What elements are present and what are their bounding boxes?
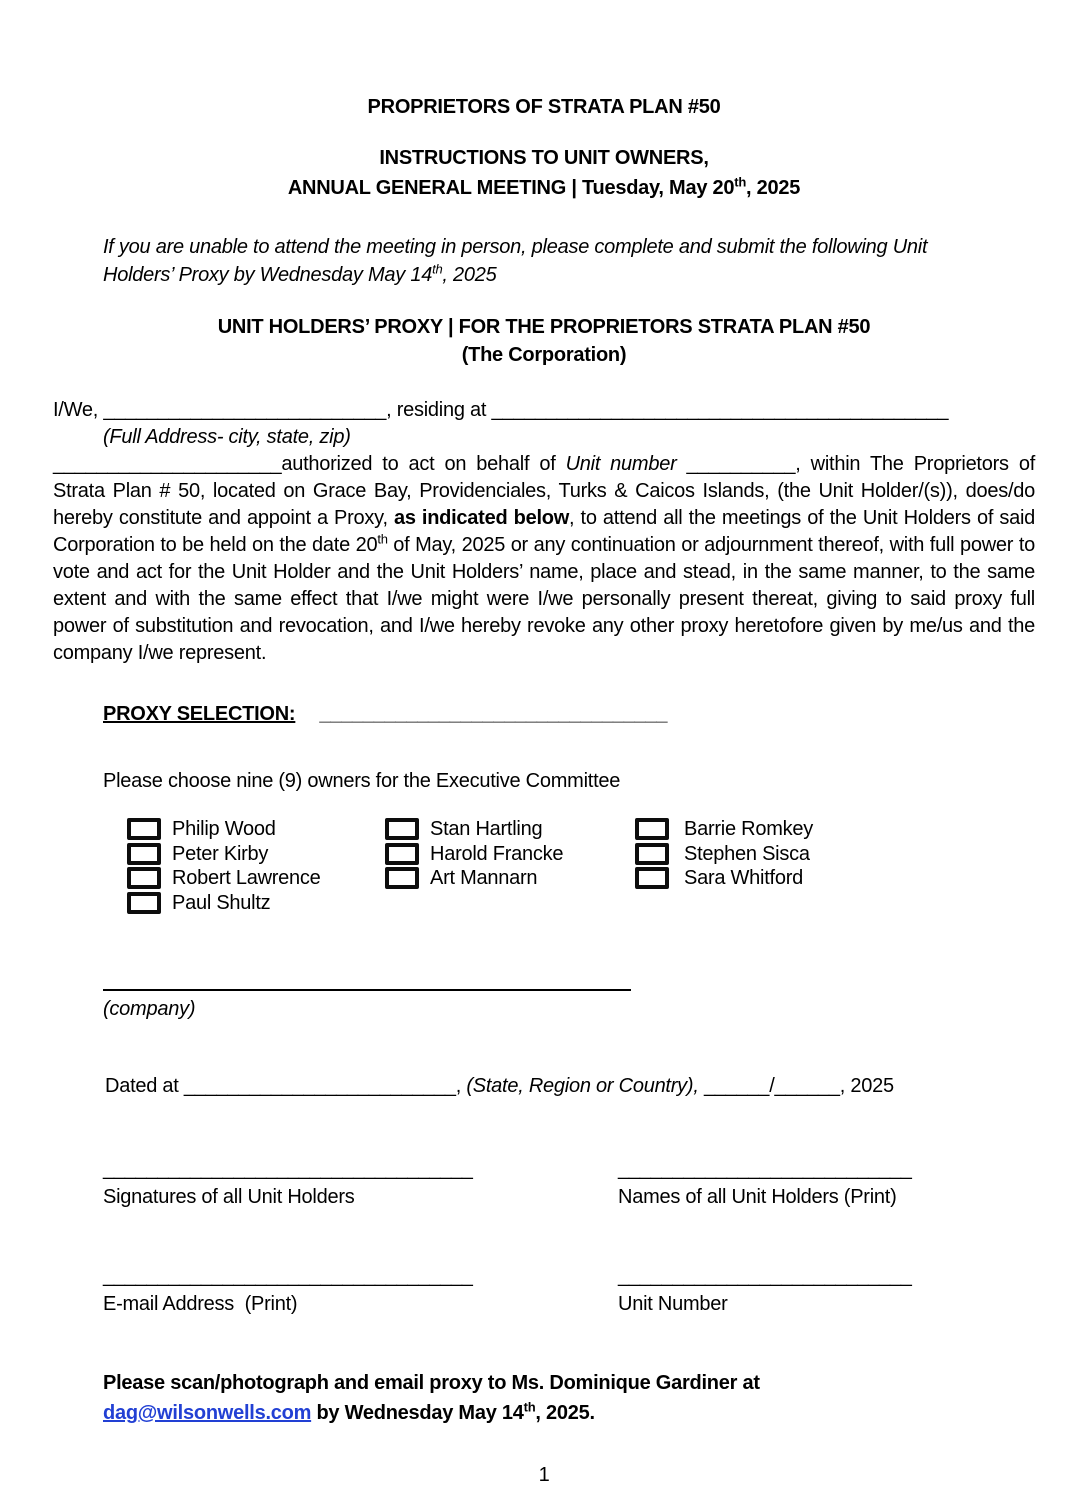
candidate-checkbox[interactable] [385, 867, 419, 889]
authorized-label: authorized to act on behalf of [281, 453, 566, 475]
submission-instruction [103, 1368, 971, 1428]
subtitle-meeting-date [53, 173, 1035, 203]
candidate-name: Stephen Sisca [684, 842, 810, 865]
candidate-checkbox[interactable] [127, 818, 161, 840]
signature-row-1 [103, 1158, 1035, 1209]
address-blank-field[interactable]: __________________________________________ [491, 399, 949, 421]
authorized-blank-field[interactable]: _____________________ [53, 453, 282, 475]
names-cell [618, 1158, 912, 1209]
date-slash: / [769, 1075, 775, 1097]
email-blank-field[interactable]: __________________________________ [103, 1265, 473, 1287]
dated-month-blank-field[interactable]: ______ [703, 1075, 770, 1097]
proxy-selection-line [103, 703, 1035, 726]
page-number: 1 [538, 1464, 550, 1486]
candidate-checkbox[interactable] [635, 818, 669, 840]
submission-ordinal: th [523, 1399, 536, 1415]
candidate-name: Harold Francke [430, 842, 564, 865]
proxy-form-body [53, 397, 1035, 667]
signature-row-2 [103, 1265, 1035, 1316]
email-link[interactable]: dag@wilsonwells.com [103, 1402, 312, 1424]
name-blank-field[interactable]: __________________________ [103, 399, 387, 421]
intro-year: , 2025 [442, 264, 497, 286]
names-label: Names of all Unit Holders (Print) [618, 1186, 897, 1208]
candidate-checkbox[interactable] [385, 818, 419, 840]
unit-number-blank-line-field[interactable]: ___________________________ [618, 1265, 912, 1287]
as-indicated-below-emphasis: as indicated below [393, 507, 570, 529]
candidate-checkbox[interactable] [385, 843, 419, 865]
intro-text: If you are unable to attend the meeting in person, please complete and submit the following Unit Holders’ Proxy by Wednesday May 14 [103, 236, 928, 286]
candidate-name: Robert Lawrence [172, 867, 321, 889]
subtitle-year: , 2025 [746, 177, 801, 199]
candidate-checkbox[interactable] [635, 843, 669, 865]
candidate-checkbox[interactable] [127, 867, 161, 889]
company-hint: (company) [103, 998, 196, 1020]
subtitle-ordinal: th [734, 174, 747, 190]
candidate-row [385, 866, 635, 891]
company-blank-field[interactable] [103, 989, 631, 991]
candidate-column-3 [635, 817, 813, 915]
proxy-selection-label: PROXY SELECTION: [103, 703, 296, 725]
email-cell [103, 1265, 618, 1316]
state-region-hint: (State, Region or Country), [466, 1075, 704, 1097]
unit-number-label: Unit number [565, 453, 687, 475]
unit-number-blank-field[interactable]: __________ [686, 453, 796, 475]
dated-day-blank-field[interactable]: ______ [774, 1075, 840, 1097]
candidate-row [127, 866, 385, 891]
proxy-paragraph [53, 451, 1035, 667]
iwe-line [53, 397, 1035, 424]
candidate-checkbox[interactable] [127, 843, 161, 865]
names-blank-field[interactable]: ___________________________ [618, 1158, 912, 1180]
signatures-cell [103, 1158, 618, 1209]
candidate-name: Stan Hartling [430, 818, 543, 840]
dated-at-line [105, 1075, 1035, 1098]
candidate-checkbox[interactable] [635, 867, 669, 889]
candidate-row [385, 842, 635, 867]
candidate-name: Philip Wood [172, 818, 276, 840]
submission-text-3: , 2025. [535, 1402, 595, 1424]
submission-text-1: Please scan/photograph and email proxy to Ms. Dominique Gardiner at [103, 1372, 760, 1394]
candidate-column-2 [385, 817, 635, 915]
candidate-row [127, 817, 385, 842]
date-ordinal: th [377, 531, 388, 547]
committee-instruction: Please choose nine (9) owners for the Executive Committee [103, 770, 621, 792]
intro-ordinal: th [432, 261, 443, 277]
dated-at-label: Dated at [105, 1075, 184, 1097]
candidate-row [635, 842, 813, 867]
subtitle-meeting-text: ANNUAL GENERAL MEETING | Tuesday, May 20 [287, 177, 735, 199]
proxy-title-block [53, 313, 1035, 369]
unit-number-print-label: Unit Number [618, 1293, 728, 1315]
intro-note [103, 233, 998, 289]
candidate-row [635, 817, 813, 842]
unit-number-cell [618, 1265, 912, 1316]
meeting-subtitle-block [53, 143, 1035, 203]
candidate-checkbox[interactable] [127, 892, 161, 914]
dated-separator: , [455, 1075, 467, 1097]
proxy-selection-blank-field[interactable]: ________________________________ [319, 703, 668, 725]
submission-text-2: by Wednesday May 14 [311, 1402, 524, 1424]
candidate-column-1 [127, 817, 385, 915]
candidate-row [635, 866, 813, 891]
candidate-row [127, 842, 385, 867]
email-label: E-mail Address (Print) [103, 1293, 298, 1315]
proxy-text-1: , within The Proprietors of Strata Plan # 50, located on Grace Bay, Providenciales, Turks & Caicos Islands, (the Unit Holder/(s)), does/do hereby constitute and appoint a Proxy, [53, 453, 1036, 529]
proxy-text-3: of May, 2025 or any continuation or adjournment thereof, with full power to vote and act for the Unit Holder and the Unit Holders’ name, place and stead, in the same manner, to the same extent and with the same effect that I/we might were I/we personally present thereat, giving to said proxy full power of substitution and revocation, and I/we hereby revoke any other proxy heretofore given by me/us and the company I/we represent. [53, 534, 1036, 664]
candidate-row [385, 817, 635, 842]
candidate-row [127, 891, 385, 916]
signatures-label: Signatures of all Unit Holders [103, 1186, 355, 1208]
candidate-name: Barrie Romkey [684, 818, 814, 840]
dated-place-blank-field[interactable]: _________________________ [183, 1075, 456, 1097]
iwe-label: I/We, [53, 399, 104, 421]
document-title: PROPRIETORS OF STRATA PLAN #50 [367, 96, 721, 118]
candidate-name: Paul Shultz [172, 891, 271, 914]
residing-at-label: , residing at [386, 399, 492, 421]
dated-year: , 2025 [839, 1075, 894, 1097]
candidate-checkbox-grid [127, 817, 1035, 915]
candidate-name: Sara Whitford [684, 867, 804, 889]
candidate-name: Peter Kirby [172, 842, 269, 865]
proxy-text-2: , to attend all the meetings of the Unit Holders of said Corporation to be held on the date 20 [53, 507, 1036, 556]
proxy-title: UNIT HOLDERS’ PROXY | FOR THE PROPRIETORS STRATA PLAN #50 [217, 316, 871, 338]
proxy-subtitle-corporation: (The Corporation) [461, 344, 627, 366]
candidate-name: Art Mannarn [430, 867, 538, 889]
subtitle-instructions: INSTRUCTIONS TO UNIT OWNERS, [379, 147, 709, 169]
address-hint: (Full Address- city, state, zip) [103, 426, 351, 448]
signatures-blank-field[interactable]: __________________________________ [103, 1158, 473, 1180]
